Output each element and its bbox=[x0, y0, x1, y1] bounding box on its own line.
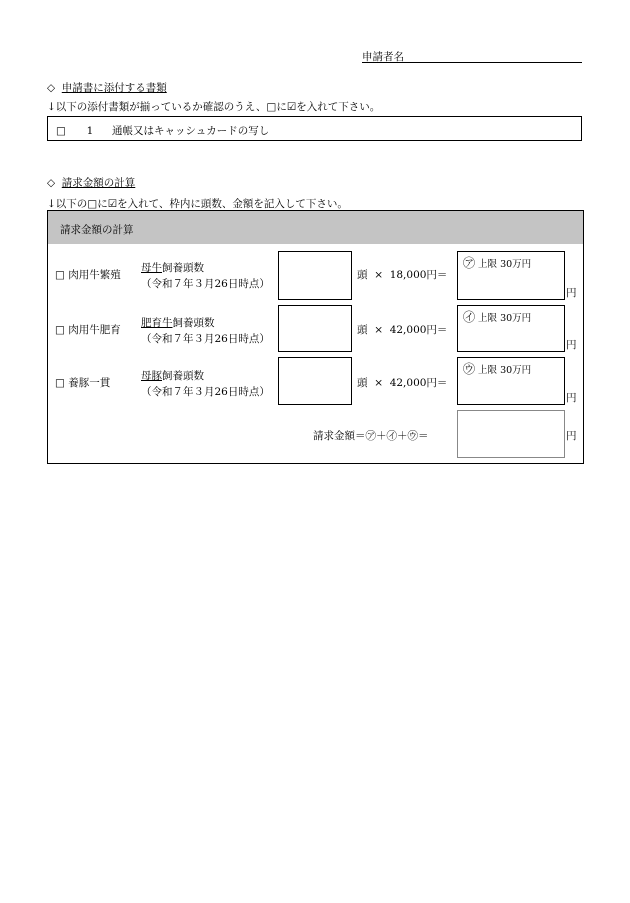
total-label: 請求金額＝㋐＋㋑＋㋒＝ bbox=[313, 430, 429, 442]
checkbox-icon[interactable]: □ bbox=[56, 125, 66, 137]
category-label: 養豚一貫 bbox=[68, 377, 111, 389]
yen-label: 円 bbox=[566, 339, 577, 351]
count-label bbox=[141, 315, 215, 330]
amount-input[interactable] bbox=[457, 251, 565, 300]
row-category bbox=[55, 322, 121, 337]
cap-text: 上限 30万円 bbox=[478, 259, 532, 270]
count-label-rest: 飼養頭数 bbox=[172, 317, 215, 329]
circled-marker-icon: ㋒ bbox=[463, 362, 476, 376]
count-label bbox=[141, 260, 204, 275]
date-note: （令和７年３月26日時点） bbox=[141, 386, 270, 398]
calc-table-title: 請求金額の計算 bbox=[60, 224, 134, 236]
date-note: （令和７年３月26日時点） bbox=[141, 278, 270, 290]
calc-table-header bbox=[48, 211, 583, 244]
circled-marker-icon: ㋐ bbox=[463, 256, 476, 270]
count-label-rest: 飼養頭数 bbox=[162, 262, 204, 274]
diamond-icon: ◇ bbox=[47, 177, 56, 189]
total-amount-input[interactable] bbox=[457, 410, 565, 458]
head-count-input[interactable] bbox=[278, 357, 352, 405]
category-label: 肉用牛繁殖 bbox=[68, 269, 121, 281]
unit-label: 頭 bbox=[357, 269, 368, 281]
row-category bbox=[55, 375, 110, 390]
count-label bbox=[141, 368, 204, 383]
rate-value: 18,000円＝ bbox=[389, 269, 448, 281]
rate-text bbox=[357, 267, 447, 282]
applicant-name-field[interactable] bbox=[362, 49, 582, 63]
cap-text: 上限 30万円 bbox=[478, 313, 532, 324]
cap-label bbox=[463, 254, 531, 271]
attach-item bbox=[56, 123, 269, 138]
head-count-input[interactable] bbox=[278, 305, 352, 352]
category-label: 肉用牛肥育 bbox=[68, 324, 121, 336]
attach-instruction: ↓以下の添付書類が揃っているか確認のうえ、□に☑を入れて下さい。 bbox=[47, 101, 381, 113]
unit-label: 頭 bbox=[357, 377, 368, 389]
applicant-label: 申請者名 bbox=[362, 51, 404, 63]
rate-text bbox=[357, 375, 447, 390]
head-count-input[interactable] bbox=[278, 251, 352, 300]
cap-label bbox=[463, 308, 531, 325]
attach-list-box bbox=[47, 116, 582, 141]
checkbox-icon[interactable]: □ bbox=[55, 324, 65, 336]
calc-section-title bbox=[47, 175, 135, 190]
calc-title-text: 請求金額の計算 bbox=[61, 177, 136, 189]
diamond-icon: ◇ bbox=[47, 82, 56, 94]
attach-section-title bbox=[47, 80, 167, 95]
times-sign: × bbox=[374, 269, 383, 281]
circled-marker-icon: ㋑ bbox=[463, 310, 476, 324]
cap-label bbox=[463, 360, 531, 377]
date-note: （令和７年３月26日時点） bbox=[141, 333, 270, 345]
cap-text: 上限 30万円 bbox=[478, 365, 532, 376]
times-sign: × bbox=[374, 377, 383, 389]
checkbox-icon[interactable]: □ bbox=[55, 269, 65, 281]
amount-input[interactable] bbox=[457, 305, 565, 352]
unit-label: 頭 bbox=[357, 324, 368, 336]
rate-text bbox=[357, 322, 447, 337]
row-category bbox=[55, 267, 121, 282]
count-label-underlined: 肥育牛 bbox=[141, 317, 173, 329]
attach-item-label: 通帳又はキャッシュカードの写し bbox=[111, 125, 270, 137]
calc-instruction: ↓以下の□に☑を入れて、枠内に頭数、金額を記入して下さい。 bbox=[47, 198, 348, 210]
checkbox-icon[interactable]: □ bbox=[55, 377, 65, 389]
count-label-underlined: 母牛 bbox=[141, 262, 162, 274]
amount-input[interactable] bbox=[457, 357, 565, 405]
times-sign: × bbox=[374, 324, 383, 336]
yen-label: 円 bbox=[566, 392, 577, 404]
yen-label: 円 bbox=[566, 430, 577, 442]
yen-label: 円 bbox=[566, 287, 577, 299]
attach-title-text: 申請書に添付する書類 bbox=[61, 82, 167, 94]
count-label-rest: 飼養頭数 bbox=[162, 370, 204, 382]
rate-value: 42,000円＝ bbox=[389, 324, 448, 336]
attach-item-number: 1 bbox=[86, 125, 94, 137]
count-label-underlined: 母豚 bbox=[141, 370, 162, 382]
rate-value: 42,000円＝ bbox=[389, 377, 448, 389]
